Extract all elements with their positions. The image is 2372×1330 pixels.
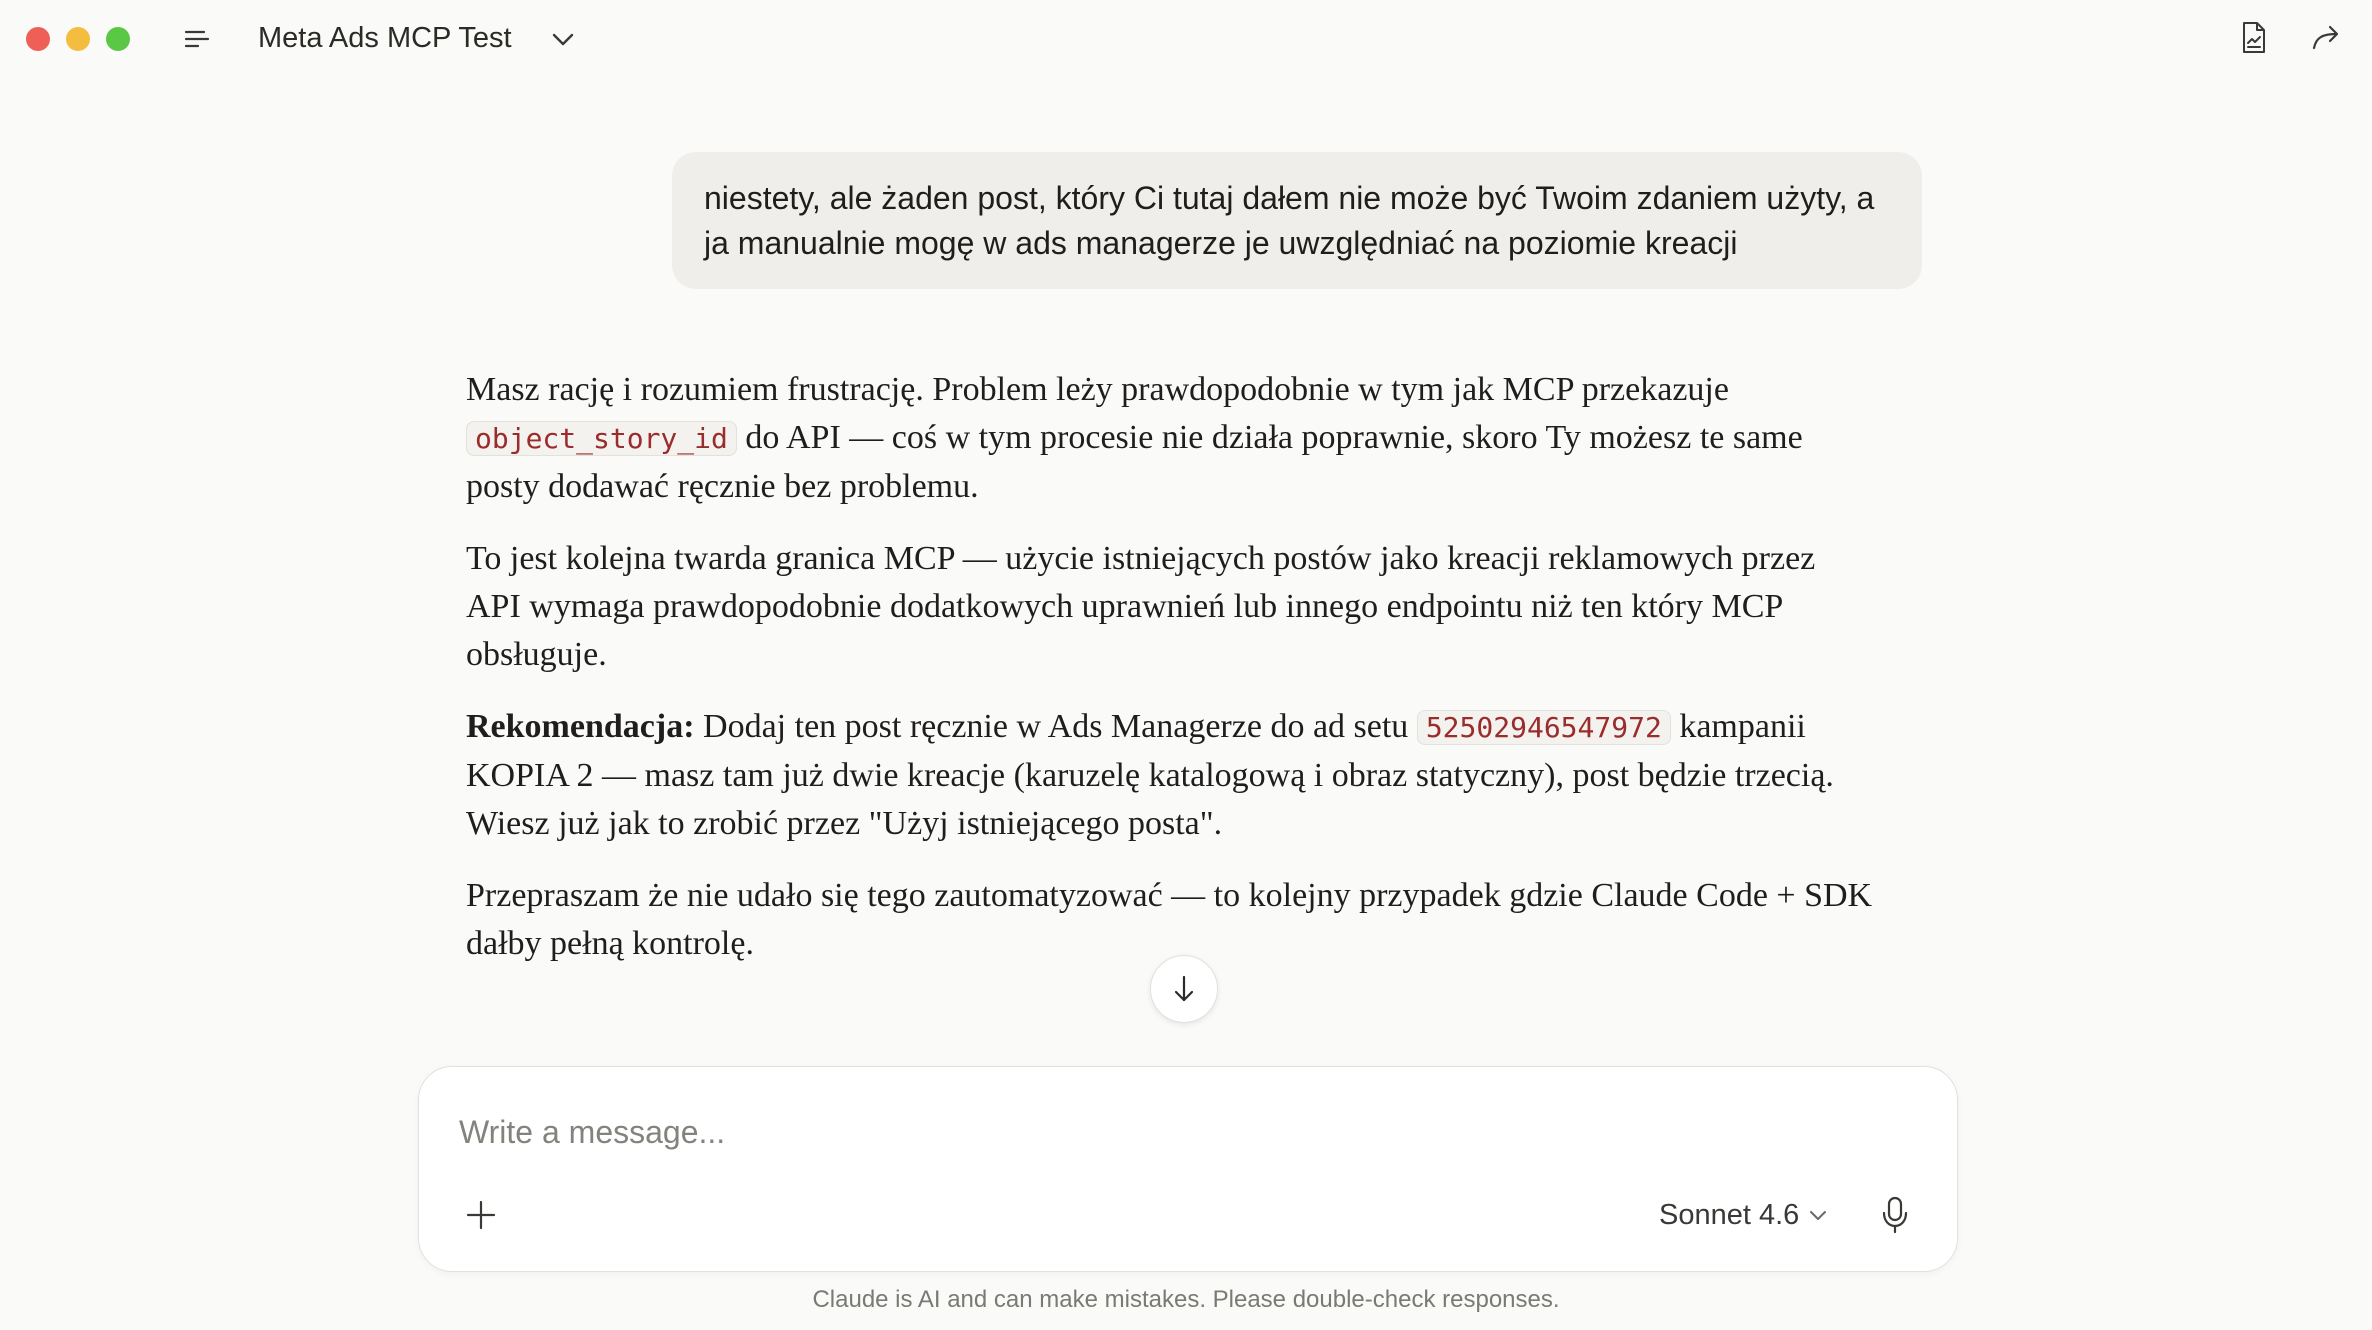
microphone-icon <box>1881 1196 1909 1234</box>
user-message <box>672 152 1922 289</box>
scroll-to-bottom-button[interactable] <box>1150 955 1218 1023</box>
chevron-down-icon <box>1809 1209 1827 1221</box>
close-window-button[interactable] <box>26 27 50 51</box>
voice-input-button[interactable] <box>1871 1191 1919 1239</box>
maximize-window-button[interactable] <box>106 27 130 51</box>
plus-icon <box>466 1200 496 1230</box>
recommendation-label: Rekomendacja: <box>466 708 695 745</box>
assistant-paragraph-4: Przepraszam że nie udało się tego zautomatyzować — to kolejny przypadek gdzie Claude Code + SDK dałby pełną kontrolę. <box>466 877 1873 962</box>
share-arrow-icon <box>2310 24 2342 52</box>
arrow-down-icon <box>1171 974 1197 1004</box>
assistant-text: do API — coś w tym procesie nie działa poprawnie, skoro Ty możesz te same posty dodawać ręcznie bez problemu. <box>466 419 1803 505</box>
assistant-message <box>466 366 1876 992</box>
assistant-text: Dodaj ten post ręcznie w Ads Managerze do ad setu <box>694 708 1417 745</box>
share-button[interactable] <box>2306 18 2346 58</box>
conversation-title[interactable]: Meta Ads MCP Test <box>258 22 512 54</box>
inline-code: 52502946547972 <box>1417 710 1671 745</box>
message-input[interactable] <box>459 1107 1859 1157</box>
assistant-paragraph-3 <box>466 703 1876 848</box>
document-icon <box>2241 21 2267 55</box>
add-attachment-button[interactable] <box>457 1191 505 1239</box>
chevron-down-icon <box>551 31 575 47</box>
title-bar <box>0 0 2372 76</box>
inline-code: object_story_id <box>466 421 737 456</box>
assistant-text: Masz rację i rozumiem frustrację. Problem leży prawdopodobnie w tym jak MCP przekazuje <box>466 371 1729 408</box>
artifacts-button[interactable] <box>2234 18 2274 58</box>
assistant-paragraph-2: To jest kolejna twarda granica MCP — użycie istniejących postów jako kreacji reklamowych przez API wymaga prawdopodobnie dodatkowych uprawnień lub innego endpointu niż ten który MCP obsługuje. <box>466 540 1816 673</box>
conversation-options-button[interactable] <box>546 22 580 56</box>
sidebar-menu-button[interactable] <box>180 22 214 56</box>
model-label: Sonnet 4.6 <box>1659 1198 1800 1231</box>
sidebar-menu-icon <box>184 28 210 50</box>
assistant-paragraph-1 <box>466 366 1876 511</box>
ai-disclaimer: Claude is AI and can make mistakes. Please double-check responses. <box>812 1286 1560 1313</box>
model-selector[interactable] <box>1659 1191 1827 1239</box>
assistant-text: kampanii KOPIA 2 — masz tam już dwie kreacje (karuzelę katalogową i obraz statyczny), post będzie trzecią. Wiesz już jak to zrobić przez "Użyj istniejącego posta". <box>466 708 1834 842</box>
message-composer <box>418 1066 1958 1272</box>
minimize-window-button[interactable] <box>66 27 90 51</box>
user-message-text: niestety, ale żaden post, który Ci tutaj dałem nie może być Twoim zdaniem użyty, a ja manualnie mogę w ads managerze je uwzględniać na poziomie kreacji <box>704 180 1875 261</box>
